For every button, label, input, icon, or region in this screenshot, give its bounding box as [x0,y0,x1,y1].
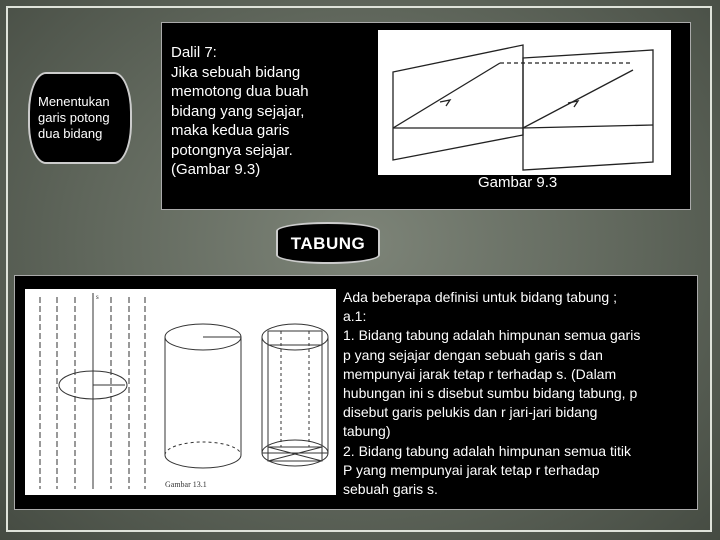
definition-line: a.1: [343,308,367,325]
theorem-line: memotong dua buah [171,83,309,100]
left-plane [393,45,523,160]
tabung-button[interactable]: TABUNG [276,222,380,264]
definition-line: tabung) [343,423,391,440]
theorem-line: (Gambar 9.3) [171,161,261,178]
parallel-lines-cylinder [40,293,145,489]
figure-caption: Gambar 13.1 [165,480,207,489]
definition-text [343,288,691,499]
theorem-line: potongnya sejajar. [171,141,293,159]
arrow-1 [440,100,450,106]
theorem-line: bidang yang sejajar, [171,102,305,120]
definition-line: p yang sejajar dengan sebuah garis s dan [343,346,603,363]
theorem-line: maka kedua garis [171,122,290,139]
right-plane [523,50,653,170]
cylinders-figure [25,289,336,495]
planes-figure [378,30,671,175]
definition-panel [14,275,698,510]
cutting-plane-right [523,125,653,128]
definition-line: mempunyai jarak tetap r terhadap s. (Dalam [343,365,617,382]
topic-line-2: garis potong [38,110,110,125]
topic-line-3: dua bidang [38,126,103,141]
topic-label[interactable] [28,72,132,164]
theorem-line: Jika sebuah bidang [171,63,301,81]
definition-line: disebut garis pelukis dan r jari-jari bidang [343,404,598,421]
theorem-title: Dalil 7: [171,44,217,61]
figure-caption: Gambar 9.3 [478,174,558,191]
intersection-line-2 [523,70,633,128]
definition-line: P yang mempunyai jarak tetap r terhadap [343,461,600,478]
definition-line: sebuah garis s. [343,481,438,498]
plain-cylinder [165,324,241,468]
theorem-panel [161,22,691,210]
definition-line: 2. Bidang tabung adalah himpunan semua titik [343,442,631,459]
definition-line: hubungan ini s disebut sumbu bidang tabung, p [343,385,638,402]
intersection-line-1 [393,63,500,128]
definition-line: 1. Bidang tabung adalah himpunan semua garis [343,327,641,344]
axis-label: s [96,293,99,301]
topic-line-1: Menentukan [38,94,110,109]
theorem-text [171,43,371,180]
definition-line: Ada beberapa definisi untuk bidang tabung ; [343,289,617,305]
inscribed-prism-cylinder [262,324,328,466]
